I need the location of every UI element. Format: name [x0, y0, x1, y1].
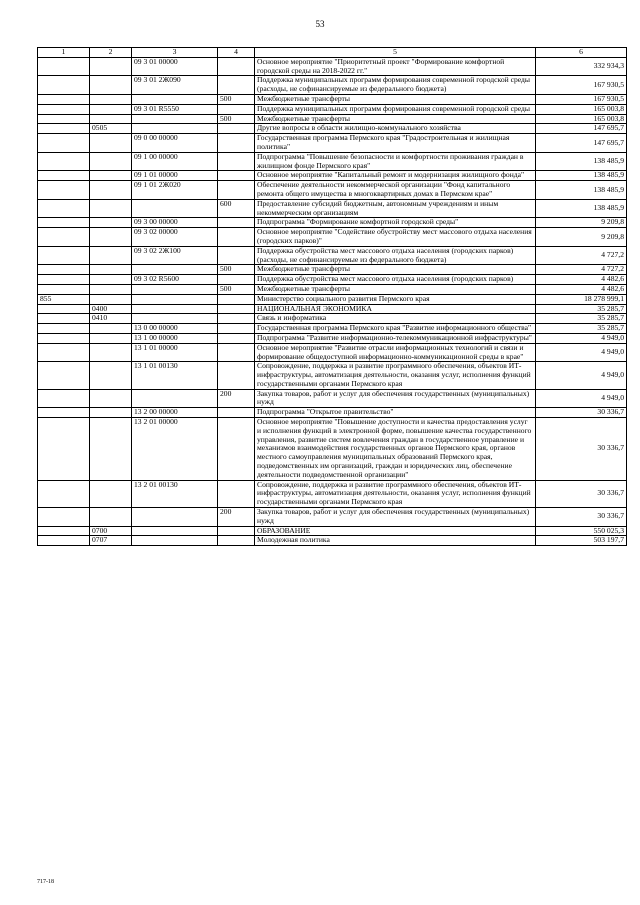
table-row: [38, 228, 627, 247]
item-name: Межбюджетные трансферты: [255, 265, 536, 275]
item-name: Основное мероприятие "Приоритетный проект "Формирование комфортной городской среды на 2018-2022 гг.": [255, 57, 536, 76]
section-code: [90, 199, 132, 218]
amount: 4 727,2: [536, 265, 627, 275]
table-row: [38, 171, 627, 181]
section-code: [90, 134, 132, 153]
grbs-code: [38, 418, 90, 481]
grbs-code: [38, 536, 90, 546]
table-row: [38, 284, 627, 294]
expense-type-code: [218, 536, 255, 546]
section-code: [90, 218, 132, 228]
target-article-code: 13 2 01 00000: [132, 418, 218, 481]
target-article-code: 13 1 01 00000: [132, 343, 218, 362]
expense-type-code: [218, 246, 255, 265]
target-article-code: [132, 508, 218, 527]
table-row: [38, 124, 627, 134]
section-code: [90, 324, 132, 334]
expense-type-code: [218, 124, 255, 134]
grbs-code: [38, 94, 90, 104]
amount: 30 336,7: [536, 480, 627, 507]
table-row: [38, 418, 627, 481]
amount: 30 336,7: [536, 418, 627, 481]
expense-type-code: [218, 480, 255, 507]
grbs-code: [38, 218, 90, 228]
expense-type-code: [218, 134, 255, 153]
expense-type-code: [218, 324, 255, 334]
expense-type-code: [218, 294, 255, 304]
table-row: [38, 265, 627, 275]
amount: 30 336,7: [536, 408, 627, 418]
target-article-code: 09 0 00 00000: [132, 134, 218, 153]
section-code: [90, 152, 132, 171]
item-name: НАЦИОНАЛЬНАЯ ЭКОНОМИКА: [255, 304, 536, 314]
amount: 503 197,7: [536, 536, 627, 546]
target-article-code: 09 1 01 2Ж020: [132, 181, 218, 200]
amount: 9 209,8: [536, 218, 627, 228]
table-row: [38, 94, 627, 104]
item-name: Межбюджетные трансферты: [255, 114, 536, 124]
grbs-code: [38, 284, 90, 294]
grbs-code: [38, 408, 90, 418]
item-name: Поддержка обустройства мест массового отдыха населения (городских парков) (расходы, не софинансируемые из федерального бюджета): [255, 246, 536, 265]
amount: 165 003,8: [536, 114, 627, 124]
amount: 147 695,7: [536, 134, 627, 153]
item-name: Основное мероприятие "Капитальный ремонт и модернизация жилищного фонда": [255, 171, 536, 181]
target-article-code: 09 3 01 2Ж090: [132, 76, 218, 95]
amount: 165 003,8: [536, 104, 627, 114]
target-article-code: 09 3 01 R5550: [132, 104, 218, 114]
amount: 35 285,7: [536, 324, 627, 334]
grbs-code: [38, 314, 90, 324]
target-article-code: 09 3 01 00000: [132, 57, 218, 76]
item-name: Закупка товаров, работ и услуг для обеспечения государственных (муниципальных) нужд: [255, 508, 536, 527]
expense-type-code: [218, 171, 255, 181]
table-row: [38, 362, 627, 389]
item-name: Сопровождение, поддержка и развитие программного обеспечения, объектов ИТ-инфраструктуры, автоматизация деятельности, оказания услуг, исполнения функций государственными органами Пермского края: [255, 362, 536, 389]
table-row: [38, 526, 627, 536]
expense-type-code: 500: [218, 265, 255, 275]
expense-type-code: [218, 408, 255, 418]
target-article-code: [132, 114, 218, 124]
amount: 550 025,3: [536, 526, 627, 536]
table-row: [38, 114, 627, 124]
section-code: [90, 418, 132, 481]
target-article-code: 13 1 00 00000: [132, 333, 218, 343]
grbs-code: [38, 389, 90, 408]
amount: 138 485,9: [536, 181, 627, 200]
section-code: 0700: [90, 526, 132, 536]
target-article-code: 09 1 00 00000: [132, 152, 218, 171]
expense-type-code: [218, 314, 255, 324]
amount: 4 949,0: [536, 362, 627, 389]
target-article-code: 09 3 02 R5600: [132, 275, 218, 285]
grbs-code: [38, 152, 90, 171]
item-name: Основное мероприятие "Повышение доступности и качества предоставления услуг и исполнения функций в электронной форме, повышение качества государственного управления, развитие систем вовлечения граждан в государственное управление и механизмов взаимодействия государственных органов Пермского края, органов местного самоуправления муниципальных образований Пермского края, подведомственных им организаций, граждан и юридических лиц, обеспечение деятельности подведомственной организации": [255, 418, 536, 481]
expense-type-code: [218, 343, 255, 362]
grbs-code: [38, 362, 90, 389]
expense-type-code: [218, 152, 255, 171]
item-name: Подпрограмма "Повышение безопасности и комфортности проживания граждан в жилищном фонде Пермского края": [255, 152, 536, 171]
expense-type-code: 200: [218, 389, 255, 408]
column-header: 5: [255, 48, 536, 58]
expense-type-code: [218, 526, 255, 536]
amount: 35 285,7: [536, 304, 627, 314]
item-name: Поддержка обустройства мест массового отдыха населения (городских парков): [255, 275, 536, 285]
column-header: 1: [38, 48, 90, 58]
table-row: [38, 134, 627, 153]
item-name: Межбюджетные трансферты: [255, 284, 536, 294]
section-code: [90, 408, 132, 418]
item-name: Межбюджетные трансферты: [255, 94, 536, 104]
target-article-code: 13 1 01 00130: [132, 362, 218, 389]
item-name: Подпрограмма "Развитие информационно-телекоммуникационной инфраструктуры": [255, 333, 536, 343]
table-row: [38, 275, 627, 285]
target-article-code: 09 3 02 00000: [132, 228, 218, 247]
amount: 4 482,6: [536, 275, 627, 285]
target-article-code: [132, 389, 218, 408]
section-code: 0707: [90, 536, 132, 546]
grbs-code: [38, 199, 90, 218]
expense-type-code: 500: [218, 94, 255, 104]
target-article-code: [132, 94, 218, 104]
section-code: [90, 57, 132, 76]
item-name: Сопровождение, поддержка и развитие программного обеспечения, объектов ИТ-инфраструктуры, автоматизация деятельности, оказания услуг, исполнения функций государственными органами Пермского края: [255, 480, 536, 507]
item-name: Закупка товаров, работ и услуг для обеспечения государственных (муниципальных) нужд: [255, 389, 536, 408]
section-code: [90, 508, 132, 527]
amount: 138 485,9: [536, 171, 627, 181]
grbs-code: [38, 104, 90, 114]
item-name: Поддержка муниципальных программ формирования современной городской среды: [255, 104, 536, 114]
grbs-code: [38, 265, 90, 275]
amount: 4 727,2: [536, 246, 627, 265]
target-article-code: [132, 526, 218, 536]
expense-type-code: 500: [218, 284, 255, 294]
amount: 35 285,7: [536, 314, 627, 324]
expense-type-code: [218, 275, 255, 285]
item-name: Основное мероприятие "Развитие отрасли информационных технологий и связи и формирование общедоступной информационно-коммуникационной среды в крае": [255, 343, 536, 362]
page-number: 53: [315, 19, 325, 29]
section-code: [90, 294, 132, 304]
amount: 138 485,9: [536, 199, 627, 218]
grbs-code: [38, 181, 90, 200]
amount: 9 209,8: [536, 228, 627, 247]
expense-type-code: 500: [218, 114, 255, 124]
target-article-code: [132, 124, 218, 134]
table-row: [38, 389, 627, 408]
item-name: Предоставление субсидий бюджетным, автономным учреждениям и иным некоммерческим организациям: [255, 199, 536, 218]
amount: 4 949,0: [536, 343, 627, 362]
expense-type-code: 200: [218, 508, 255, 527]
table-row: [38, 104, 627, 114]
item-name: Другие вопросы в области жилищно-коммунального хозяйства: [255, 124, 536, 134]
section-code: [90, 265, 132, 275]
grbs-code: [38, 124, 90, 134]
grbs-code: [38, 171, 90, 181]
target-article-code: [132, 314, 218, 324]
item-name: Государственная программа Пермского края "Градостроительная и жилищная политика": [255, 134, 536, 153]
grbs-code: [38, 333, 90, 343]
grbs-code: [38, 246, 90, 265]
section-code: 0505: [90, 124, 132, 134]
target-article-code: 13 2 00 00000: [132, 408, 218, 418]
section-code: [90, 343, 132, 362]
expense-type-code: [218, 362, 255, 389]
table-row: [38, 57, 627, 76]
target-article-code: [132, 304, 218, 314]
item-name: Обеспечение деятельности некоммерческой организации "Фонд капитального ремонта общего имущества в многоквартирных домах в Пермском крае": [255, 181, 536, 200]
target-article-code: 09 3 00 00000: [132, 218, 218, 228]
expense-type-code: [218, 304, 255, 314]
table-row: [38, 508, 627, 527]
amount: 147 695,7: [536, 124, 627, 134]
grbs-code: [38, 343, 90, 362]
section-code: [90, 114, 132, 124]
grbs-code: [38, 480, 90, 507]
grbs-code: 855: [38, 294, 90, 304]
amount: 18 278 999,1: [536, 294, 627, 304]
target-article-code: [132, 199, 218, 218]
table-row: [38, 246, 627, 265]
expense-type-code: [218, 76, 255, 95]
amount: 30 336,7: [536, 508, 627, 527]
target-article-code: [132, 294, 218, 304]
target-article-code: 09 1 01 00000: [132, 171, 218, 181]
table-row: [38, 218, 627, 228]
grbs-code: [38, 228, 90, 247]
amount: 167 930,5: [536, 94, 627, 104]
section-code: 0400: [90, 304, 132, 314]
amount: 332 934,3: [536, 57, 627, 76]
item-name: Основное мероприятие "Содействие обустройству мест массового отдыха населения (городских парков)": [255, 228, 536, 247]
table-row: [38, 324, 627, 334]
expense-type-code: [218, 57, 255, 76]
target-article-code: 09 3 02 2Ж100: [132, 246, 218, 265]
expense-type-code: [218, 228, 255, 247]
target-article-code: [132, 284, 218, 294]
item-name: Министерство социального развития Пермского края: [255, 294, 536, 304]
section-code: [90, 171, 132, 181]
amount: 167 930,5: [536, 76, 627, 95]
section-code: [90, 246, 132, 265]
section-code: [90, 94, 132, 104]
item-name: Государственная программа Пермского края "Развитие информационного общества": [255, 324, 536, 334]
grbs-code: [38, 57, 90, 76]
table-row: [38, 314, 627, 324]
table-row: [38, 536, 627, 546]
grbs-code: [38, 134, 90, 153]
table-body: [38, 48, 627, 546]
column-header: 3: [132, 48, 218, 58]
item-name: Поддержка муниципальных программ формирования современной городской среды (расходы, не софинансируемые из федерального бюджета): [255, 76, 536, 95]
target-article-code: 13 2 01 00130: [132, 480, 218, 507]
section-code: [90, 389, 132, 408]
target-article-code: [132, 536, 218, 546]
footer-code: 717-18: [37, 879, 54, 885]
table-row: [38, 199, 627, 218]
section-code: 0410: [90, 314, 132, 324]
amount: 4 949,0: [536, 389, 627, 408]
column-header: 4: [218, 48, 255, 58]
table-row: [38, 480, 627, 507]
table-row: [38, 304, 627, 314]
table-row: [38, 343, 627, 362]
item-name: ОБРАЗОВАНИЕ: [255, 526, 536, 536]
table-row: [38, 152, 627, 171]
column-header: 2: [90, 48, 132, 58]
table-row: [38, 294, 627, 304]
expense-type-code: 600: [218, 199, 255, 218]
section-code: [90, 284, 132, 294]
section-code: [90, 181, 132, 200]
item-name: Подпрограмма "Формирование комфортной городской среды": [255, 218, 536, 228]
expense-type-code: [218, 218, 255, 228]
grbs-code: [38, 114, 90, 124]
section-code: [90, 480, 132, 507]
grbs-code: [38, 304, 90, 314]
amount: 4 482,6: [536, 284, 627, 294]
target-article-code: [132, 265, 218, 275]
grbs-code: [38, 508, 90, 527]
table-row: [38, 333, 627, 343]
table-row: [38, 76, 627, 95]
table-header-row: [38, 48, 627, 58]
section-code: [90, 104, 132, 114]
item-name: Подпрограмма "Открытое правительство": [255, 408, 536, 418]
section-code: [90, 362, 132, 389]
expense-type-code: [218, 333, 255, 343]
section-code: [90, 76, 132, 95]
grbs-code: [38, 76, 90, 95]
expense-type-code: [218, 104, 255, 114]
expense-type-code: [218, 181, 255, 200]
amount: 138 485,9: [536, 152, 627, 171]
section-code: [90, 275, 132, 285]
budget-table: [37, 47, 627, 546]
item-name: Связь и информатика: [255, 314, 536, 324]
section-code: [90, 333, 132, 343]
grbs-code: [38, 324, 90, 334]
grbs-code: [38, 275, 90, 285]
amount: 4 949,0: [536, 333, 627, 343]
expense-type-code: [218, 418, 255, 481]
section-code: [90, 228, 132, 247]
target-article-code: 13 0 00 00000: [132, 324, 218, 334]
grbs-code: [38, 526, 90, 536]
item-name: Молодежная политика: [255, 536, 536, 546]
table-row: [38, 181, 627, 200]
table-row: [38, 408, 627, 418]
column-header: 6: [536, 48, 627, 58]
